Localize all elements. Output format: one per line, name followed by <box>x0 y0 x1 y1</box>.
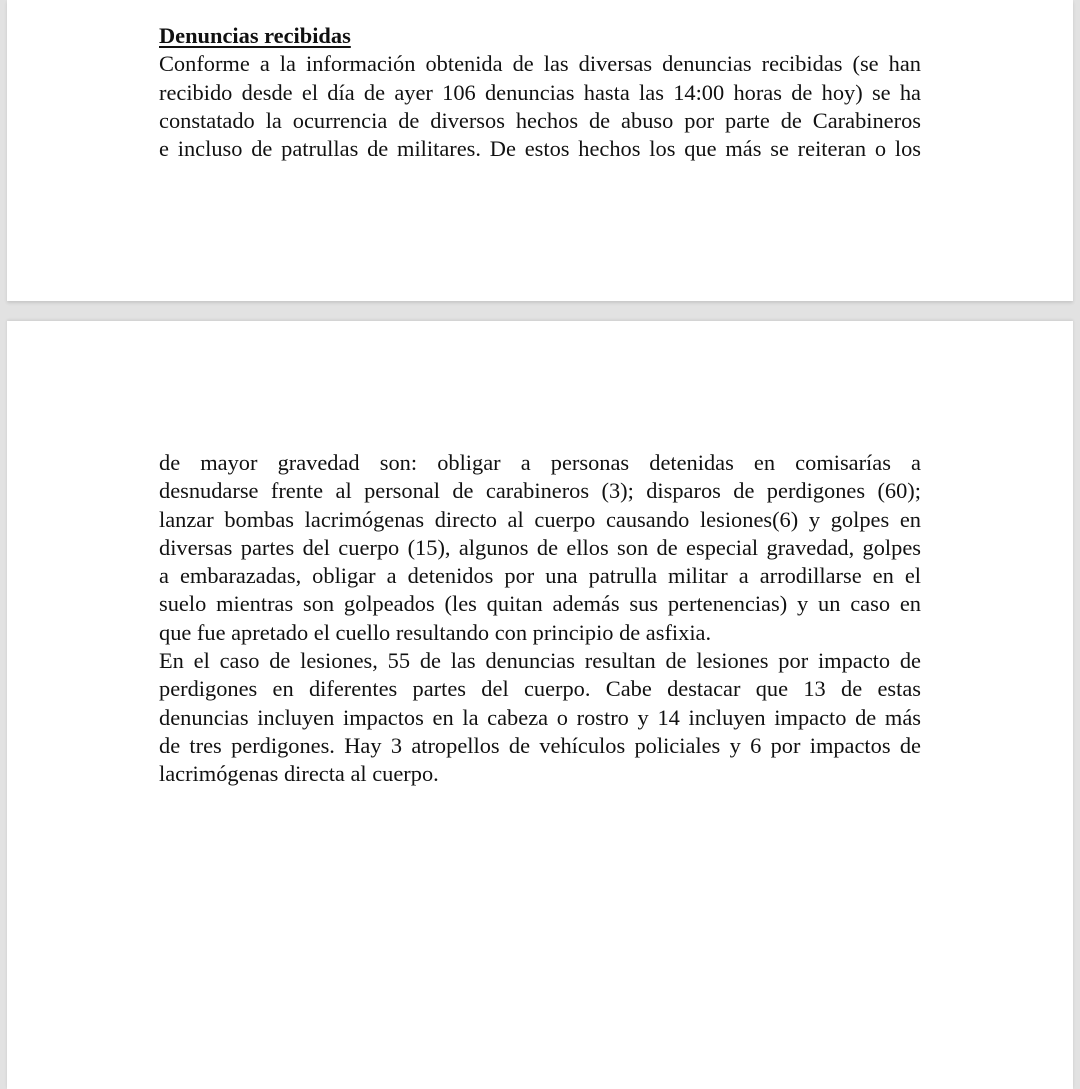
text-line: de mayor gravedad son: obligar a personas detenidas en comisarías a <box>159 450 921 475</box>
paragraph-1 <box>159 449 921 647</box>
text-line: suelo mientras son golpeados (les quitan además sus pertenencias) y un caso en <box>159 591 921 617</box>
text-line: diversas partes del cuerpo (15), algunos de ellos son de especial gravedad, golpes <box>159 534 921 560</box>
paragraph-2 <box>159 647 921 788</box>
text-line: e incluso de patrullas de militares. De estos hechos los que más se reiteran o los <box>159 136 921 162</box>
text-line: que fue apretado el cuello resultando con principio de asfixia. <box>159 619 712 645</box>
text-line: a embarazadas, obligar a detenidos por una patrulla militar a arrodillarse en el <box>159 563 921 589</box>
text-line: constatado la ocurrencia de diversos hechos de abuso por parte de Carabineros <box>159 107 921 133</box>
text-line: lanzar bombas lacrimógenas directo al cuerpo causando lesiones(6) y golpes en <box>159 506 921 532</box>
text-line: perdigones en diferentes partes del cuerpo. Cabe destacar que 13 de estas <box>159 676 921 702</box>
document-page-1 <box>7 0 1073 301</box>
text-line: Conforme a la información obtenida de las diversas denuncias recibidas (se han <box>159 51 921 77</box>
text-line: En el caso de lesiones, 55 de las denuncias resultan de lesiones por impacto de <box>159 648 921 674</box>
text-line: recibido desde el día de ayer 106 denuncias hasta las 14:00 horas de hoy) se ha <box>159 79 921 105</box>
page-2-text <box>159 449 921 789</box>
text-line: desnudarse frente al personal de carabineros (3); disparos de perdigones (60); <box>159 478 921 504</box>
section-heading: Denuncias recibidas <box>159 23 351 48</box>
page-1-text <box>159 22 921 163</box>
document-page-2 <box>7 321 1073 1089</box>
text-line: denuncias incluyen impactos en la cabeza o rostro y 14 incluyen impacto de más <box>159 704 921 730</box>
text-line: lacrimógenas directa al cuerpo. <box>159 761 439 787</box>
text-line: de tres perdigones. Hay 3 atropellos de vehículos policiales y 6 por impactos de <box>159 732 921 758</box>
